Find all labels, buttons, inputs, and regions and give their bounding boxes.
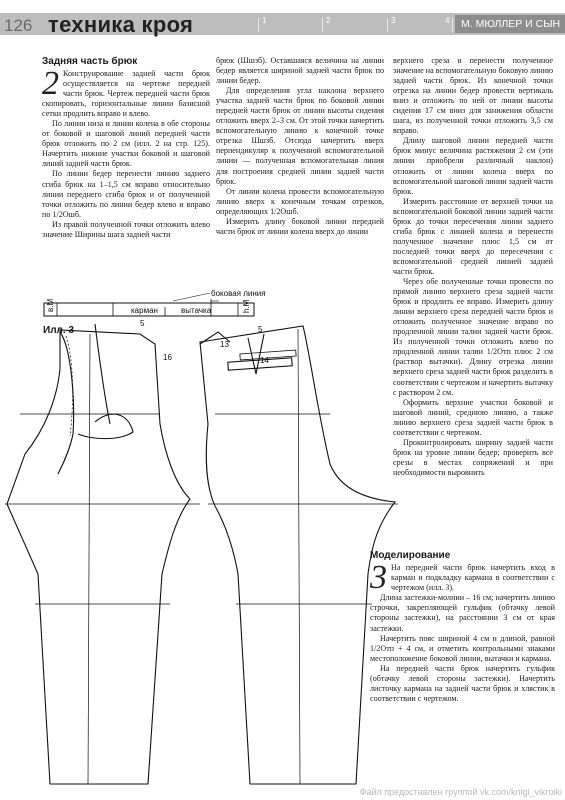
step-number: 3	[370, 559, 387, 596]
illustration-label: Илл. 3	[43, 325, 75, 336]
front-pocket	[95, 324, 110, 424]
belt-pocket-label: карман	[131, 306, 158, 315]
marker-5-back: 5	[258, 325, 263, 334]
back-piece-outline	[200, 326, 395, 784]
text-column-2	[216, 56, 384, 237]
paragraph: Длина застежки-молнии – 16 см; начертить линию строчки, закрепляющей гульфик (обтачку левой стороны застежки), на расстоянии 3 см от края застежки.	[370, 593, 555, 633]
paragraph: По линии бедер перенести линию заднего сгиба брюк на 1–1,5 см вправо относительно линии переднего сгиба брюк и от полученной точки отложить по линии бедер влево и вправо по 1/2Ошб.	[42, 169, 210, 219]
paragraph: Конструирование задней части брюк осуществляется на чертеже передней части брюк. Чертеж передней части брюк скопировать, горизонтальные линии базисной сетки продлить вправо и влево.	[42, 69, 210, 119]
modeling-section	[370, 550, 555, 704]
paragraph: Через обе полученные точки провести по прямой линию верхнего среза задней части брюк и продлить ее вправо. Измерить длину линии верхнего среза передней части брюк и отложить полученное значение вправо по продленной линии талии задней части брюк. Из полученной точки отложить влево по продленной линии талии 1/2Отп плюс 2 см (раствор вытачки). Длину отрезка линии верхнего среза задней части брюк разделить в соответствии с чертежом и начертить вытачку с раствором 2 см.	[393, 277, 553, 397]
scale-number: 2	[326, 16, 331, 25]
belt-dart-label: вытачка	[181, 306, 212, 315]
section-title: Задняя часть брюк	[42, 56, 138, 67]
front-piece-outline	[7, 330, 190, 784]
paragraph: Измерить длину боковой линии передней части брюк от линии колена вверх до линии	[216, 216, 384, 236]
paragraph: Для определения угла наклона верхнего участка задней части брюк по боковой линии передней части брюк от линии высоты сидения отложить вверх 2–3 см. От этой точки начертить вспомогательную линию к конечной точке отрезка Шшзб. Отсюда начертить вверх перпендикуляр к полученной вспомогательной линии — полученная вспомогательная линия для построения средней линии задней части брюк.	[216, 86, 384, 186]
brand-label: М. МЮЛЛЕР И СЫН	[455, 15, 565, 33]
scale-tick	[452, 18, 453, 32]
side-line-callout	[170, 286, 280, 302]
scale-tick	[387, 18, 388, 32]
belt-right-mark: h.М	[242, 299, 251, 313]
step-number: 2	[42, 65, 59, 102]
page-header	[0, 0, 565, 38]
marker-16: 16	[163, 353, 172, 362]
scale-number: 1	[262, 16, 267, 25]
marker-5: 5	[140, 319, 145, 328]
paragraph: Из правой полученной точки отложить влево значение Ширины шага задней части	[42, 219, 210, 239]
marker-13: 13	[220, 340, 229, 349]
paragraph: На передней части брюк начертить вход в карман и подкладку кармана в соответствии с чертежом (илл. 3).	[391, 563, 555, 593]
trouser-pattern-drawing	[0, 314, 420, 790]
side-line-label: боковая линия	[211, 289, 266, 298]
paragraph: Оформить верхние участки боковой и шаговой линий, среднюю линию, а также линию верхнего среза задней части брюк в соответствии с чертежом.	[393, 397, 553, 437]
marker-14: 14	[260, 356, 269, 365]
page-number: 126	[4, 16, 33, 35]
page-title: техника кроя	[48, 12, 194, 37]
footer-credit: Файл предоставлен группой vk.com/knigi_vikroiki	[359, 787, 562, 797]
paragraph: Проконтролировать ширину задней части брюк на уровне линии бедер; проверить все срезы в местах сопряжений и при необходимости выровнить	[393, 437, 553, 477]
scale-tick	[322, 18, 323, 32]
paragraph: Начертить пояс шириной 4 см и длиной, равной 1/2Отп + 4 см, и отметить контрольными знаками местоположение боковой линии, вытачки и кармана.	[370, 633, 555, 663]
scale-number: 4	[445, 16, 450, 25]
scale-number: 3	[391, 16, 396, 25]
scale-tick	[258, 18, 259, 32]
paragraph: верхнего среза и перенести полученное значение на вспомогательную боковую линию задней части брюк. Из конечной точки отрезка на линии бедер провести вертикаль вниз и отложить по ней от линии высоты сидения 17 см вниз для занижения области шага, из полученной точки отложить 3,5 см вправо.	[393, 56, 553, 136]
paragraph: По линии низа и линии колена в обе стороны от боковой и шаговой линий передней части брюк отложить по 2 см (илл. 2 на стр. 125). Начертить нижние участки боковой и шаговой линий задней части брюк.	[42, 119, 210, 169]
paragraph: На передней части брюк начертить гульфик (обтачку левой стороны застежки). Начертить листочку кармана на задней части брюк и хлястик в соответствии с чертежом.	[370, 663, 555, 704]
text-column-1	[42, 56, 210, 240]
paragraph: Длину шаговой линии передней части брюк минус величина растяжения 2 см (эти линии приобрели различный наклон) отложить от линии колена вверх по вспомогательной шаговой линии задней части брюк.	[393, 136, 553, 196]
paragraph: От линии колена провести вспомогательную линию вверх к конечным точкам отрезков, определяющих 1/2Ошб.	[216, 186, 384, 216]
paragraph: Измерить расстояние от верхней точки на вспомогательной боковой линии задней части брюк до точки пересечения линии заднего сгиба брюк с линией колена и перенести полученное значение плюс 1,5 см от последней точки вверх до пересечения с вспомогательной средней линией задней части брюк.	[393, 196, 553, 276]
belt-left-mark: в.М	[46, 298, 55, 312]
paragraph: брюк (Шшзб). Оставшаяся величина на линии бедер является шириной задней части брюк по линии бедер.	[216, 56, 384, 86]
section-title: Моделирование	[370, 550, 451, 561]
